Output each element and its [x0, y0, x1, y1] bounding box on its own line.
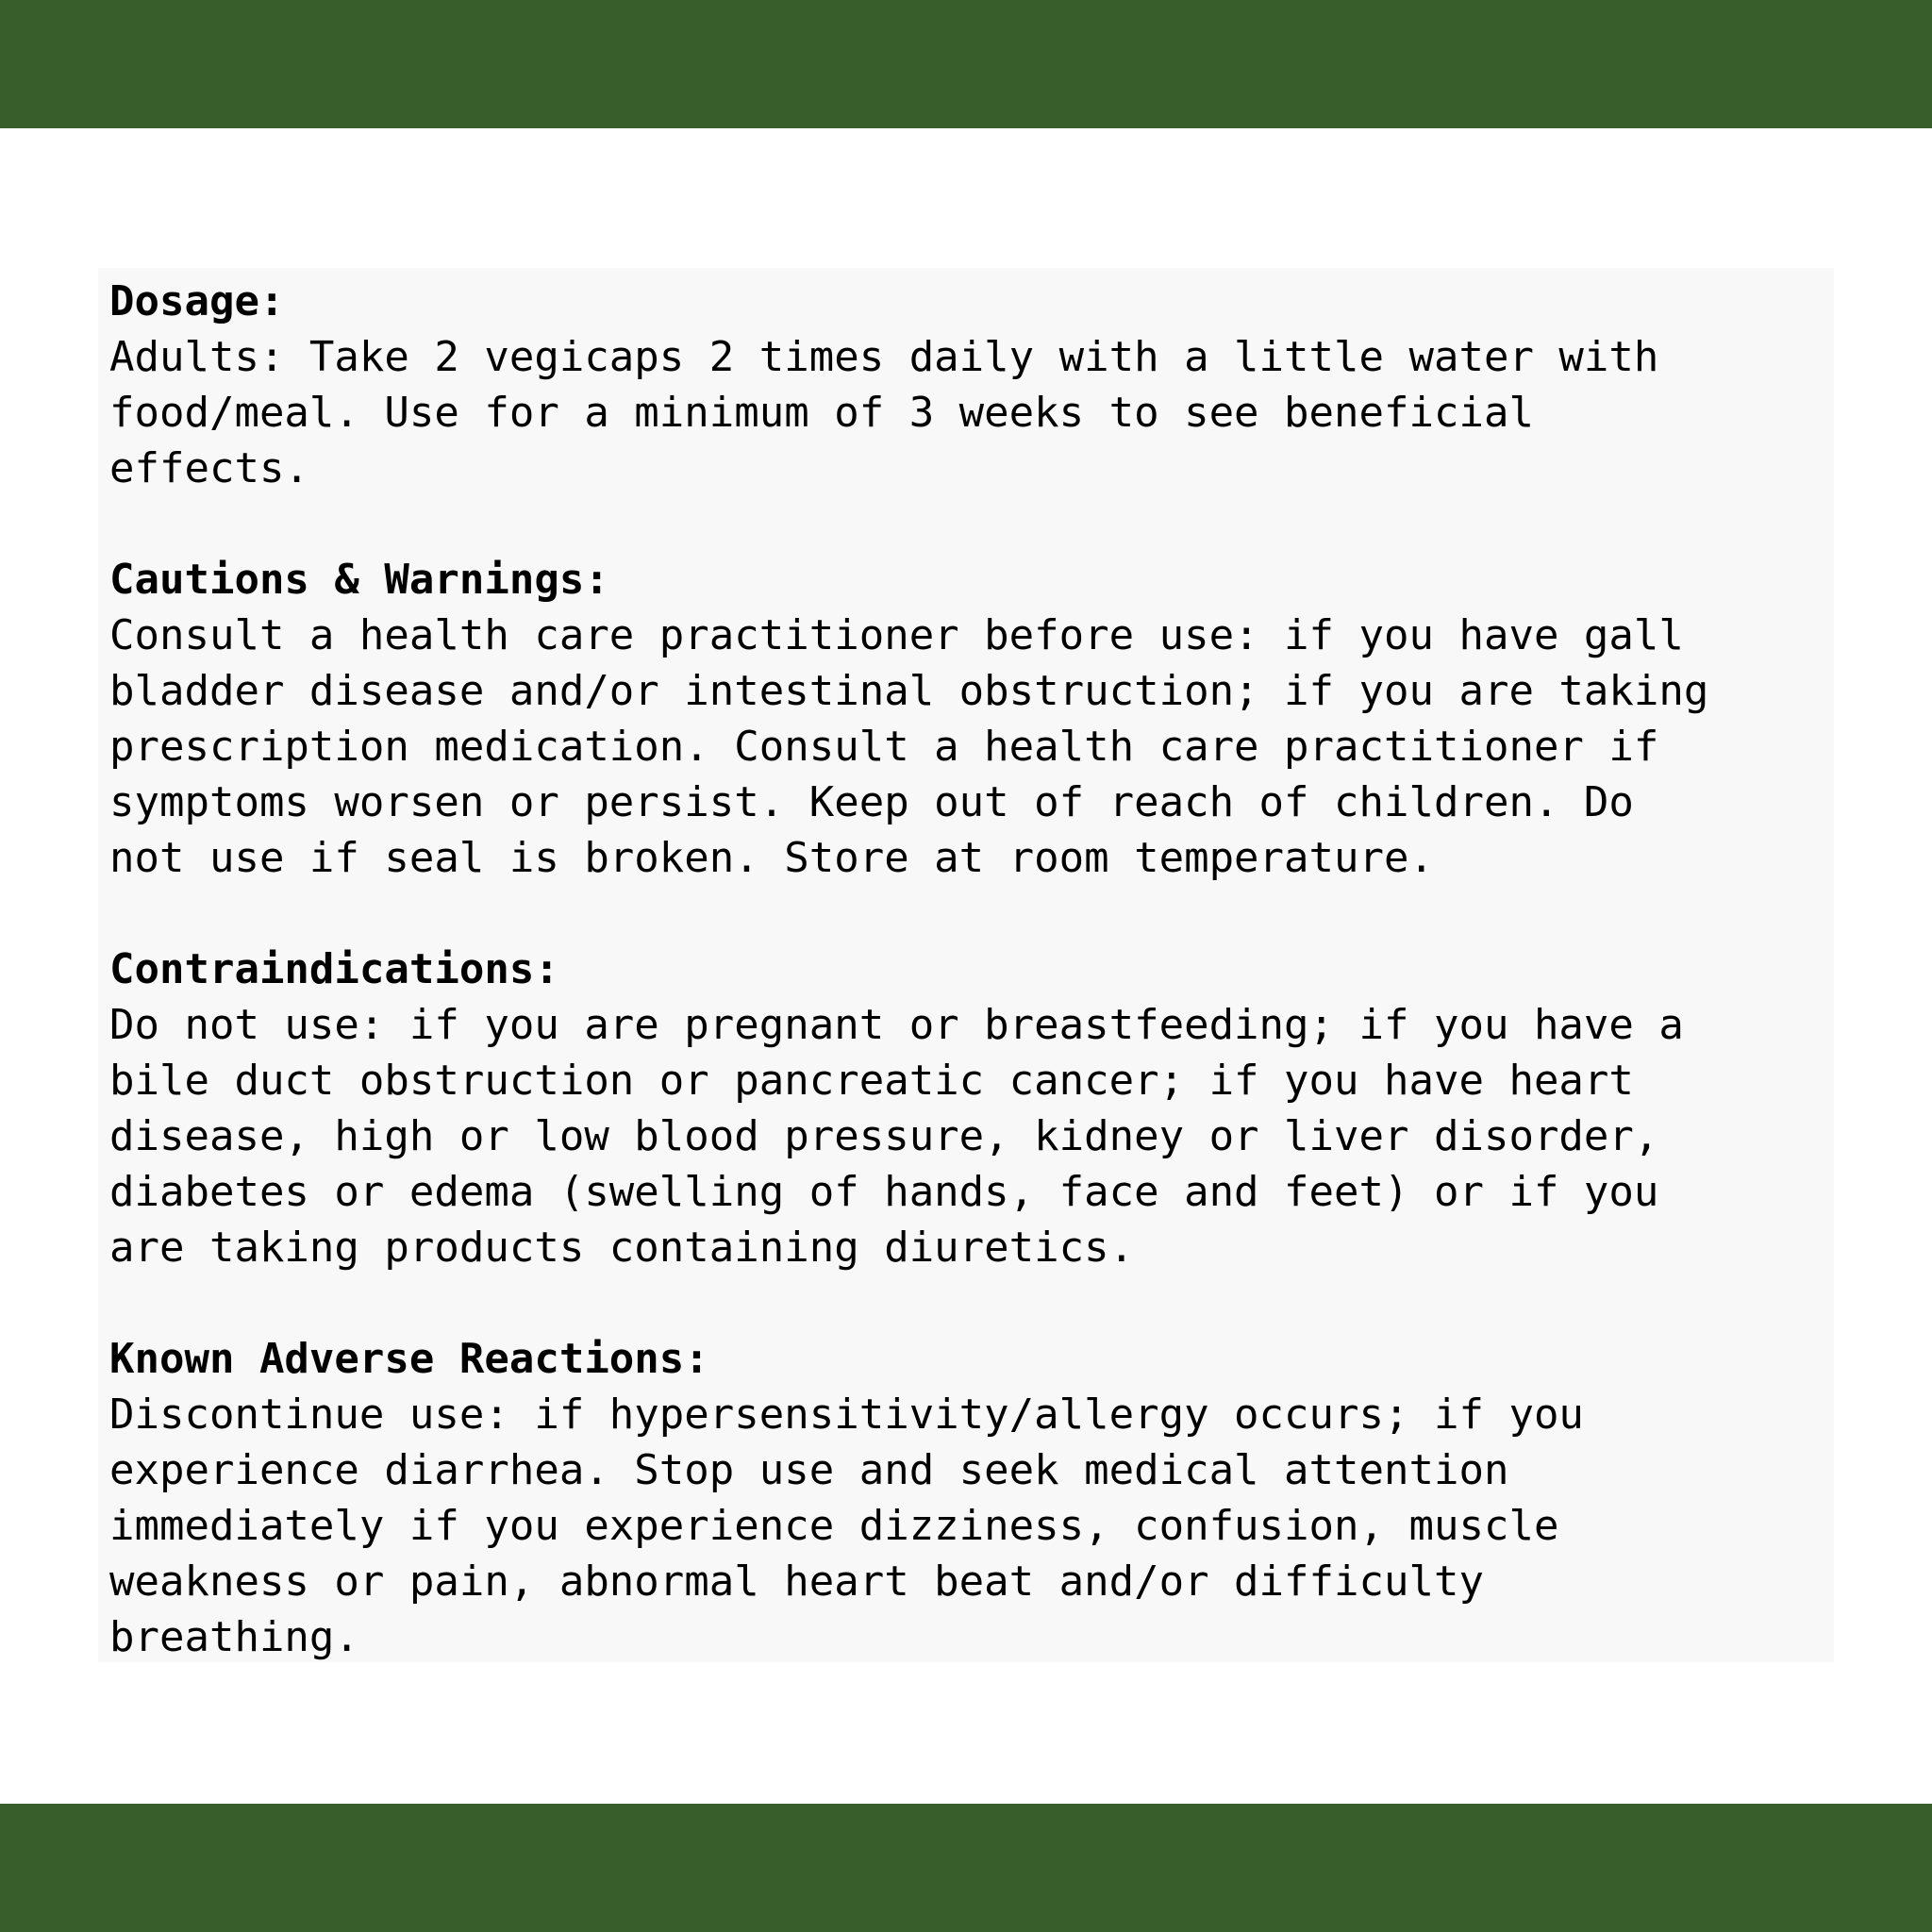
contraindications-line-5: are taking products containing diuretics.	[109, 1224, 1135, 1272]
dosage-line-1: Adults: Take 2 vegicaps 2 times daily with a little water with	[109, 333, 1659, 381]
cautions-line-2: bladder disease and/or intestinal obstruction; if you are taking	[109, 667, 1709, 715]
cautions-line-3: prescription medication. Consult a health care practitioner if	[109, 723, 1659, 771]
adverse-reactions-section	[109, 1331, 1834, 1665]
top-green-band	[0, 0, 1932, 128]
adverse-reactions-line-5: breathing.	[109, 1613, 359, 1661]
cautions-line-5: not use if seal is broken. Store at room temperature.	[109, 834, 1434, 882]
contraindications-line-2: bile duct obstruction or pancreatic cancer; if you have heart	[109, 1057, 1634, 1105]
dosage-line-2: food/meal. Use for a minimum of 3 weeks to see beneficial	[109, 389, 1534, 437]
adverse-reactions-line-4: weakness or pain, abnormal heart beat and/or difficulty	[109, 1557, 1484, 1606]
cautions-heading: Cautions & Warnings:	[109, 556, 609, 604]
contraindications-line-3: disease, high or low blood pressure, kidney or liver disorder,	[109, 1112, 1659, 1160]
dosage-line-3: effects.	[109, 444, 309, 492]
contraindications-section	[109, 941, 1834, 1275]
cautions-section	[109, 552, 1834, 886]
adverse-reactions-heading: Known Adverse Reactions:	[109, 1335, 709, 1383]
label-text-panel	[98, 268, 1834, 1662]
cautions-line-4: symptoms worsen or persist. Keep out of reach of children. Do	[109, 778, 1634, 826]
adverse-reactions-line-1: Discontinue use: if hypersensitivity/allergy occurs; if you	[109, 1391, 1584, 1439]
adverse-reactions-line-2: experience diarrhea. Stop use and seek medical attention	[109, 1446, 1509, 1494]
cautions-line-1: Consult a health care practitioner before use: if you have gall	[109, 611, 1684, 659]
dosage-section	[109, 274, 1834, 496]
contraindications-line-4: diabetes or edema (swelling of hands, face and feet) or if you	[109, 1168, 1659, 1216]
dosage-heading: Dosage:	[109, 277, 285, 325]
adverse-reactions-line-3: immediately if you experience dizziness, confusion, muscle	[109, 1502, 1559, 1550]
bottom-green-band	[0, 1804, 1932, 1932]
contraindications-heading: Contraindications:	[109, 945, 559, 993]
contraindications-line-1: Do not use: if you are pregnant or breastfeeding; if you have a	[109, 1001, 1684, 1049]
